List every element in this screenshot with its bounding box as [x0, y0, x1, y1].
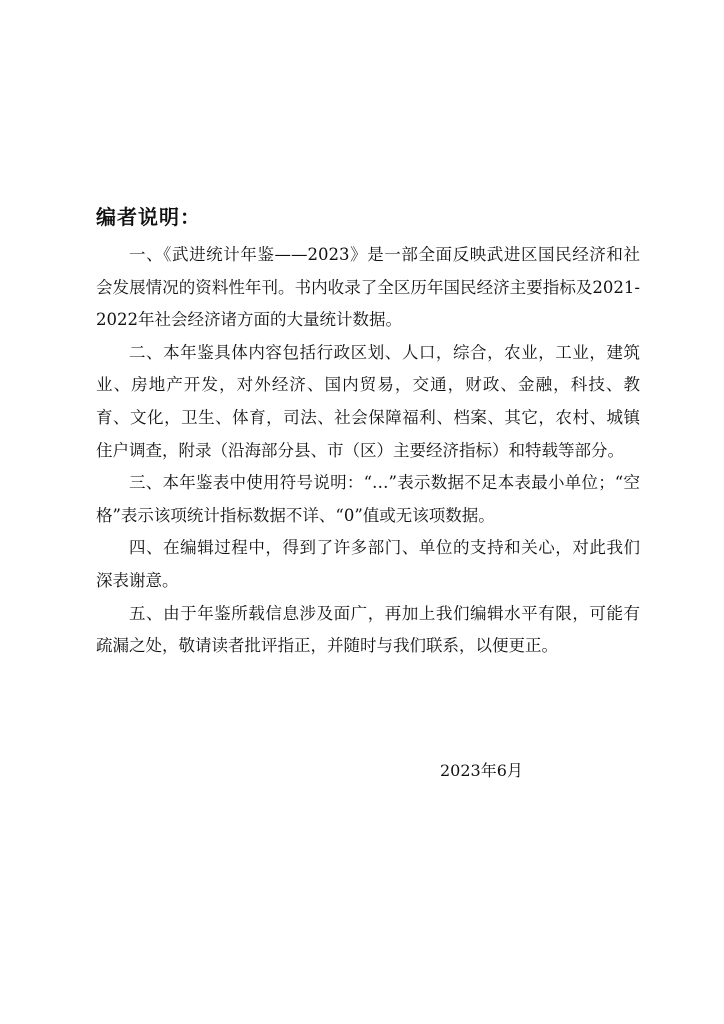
paragraph-3: 三、本年鉴表中使用符号说明：“…”表示数据不足本表最小单位；“空格”表示该项统计指标数据不详、“0”值或无该项数据。: [96, 473, 640, 525]
editor-notes-body: [96, 239, 640, 663]
publication-date: 2023年6月: [440, 761, 523, 780]
paragraph-5: 五、由于年鉴所载信息涉及面广，再加上我们编辑水平有限，可能有疏漏之处，敬请读者批评指正，并随时与我们联系，以便更正。: [96, 603, 640, 656]
paragraph-2: 二、本年鉴具体内容包括行政区划、人口，综合，农业，工业，建筑业、房地产开发，对外经济、国内贸易，交通，财政、金融，科技、教育、文化，卫生、体育，司法、社会保障福利、档案、其它，农村、城镇住户调查，附录（沿海部分县、市（区）主要经济指标）和特载等部分。: [96, 342, 640, 460]
paragraph-1: 一、《武进统计年鉴——2023》是一部全面反映武进区国民经济和社会发展情况的资料性年刊。书内收录了全区历年国民经济主要指标及2021-2022年社会经济诸方面的大量统计数据。: [96, 245, 640, 330]
page-title: 编者说明：: [96, 205, 201, 229]
paragraph-4: 四、在编辑过程中，得到了许多部门、单位的支持和关心，对此我们深表谢意。: [96, 538, 640, 590]
